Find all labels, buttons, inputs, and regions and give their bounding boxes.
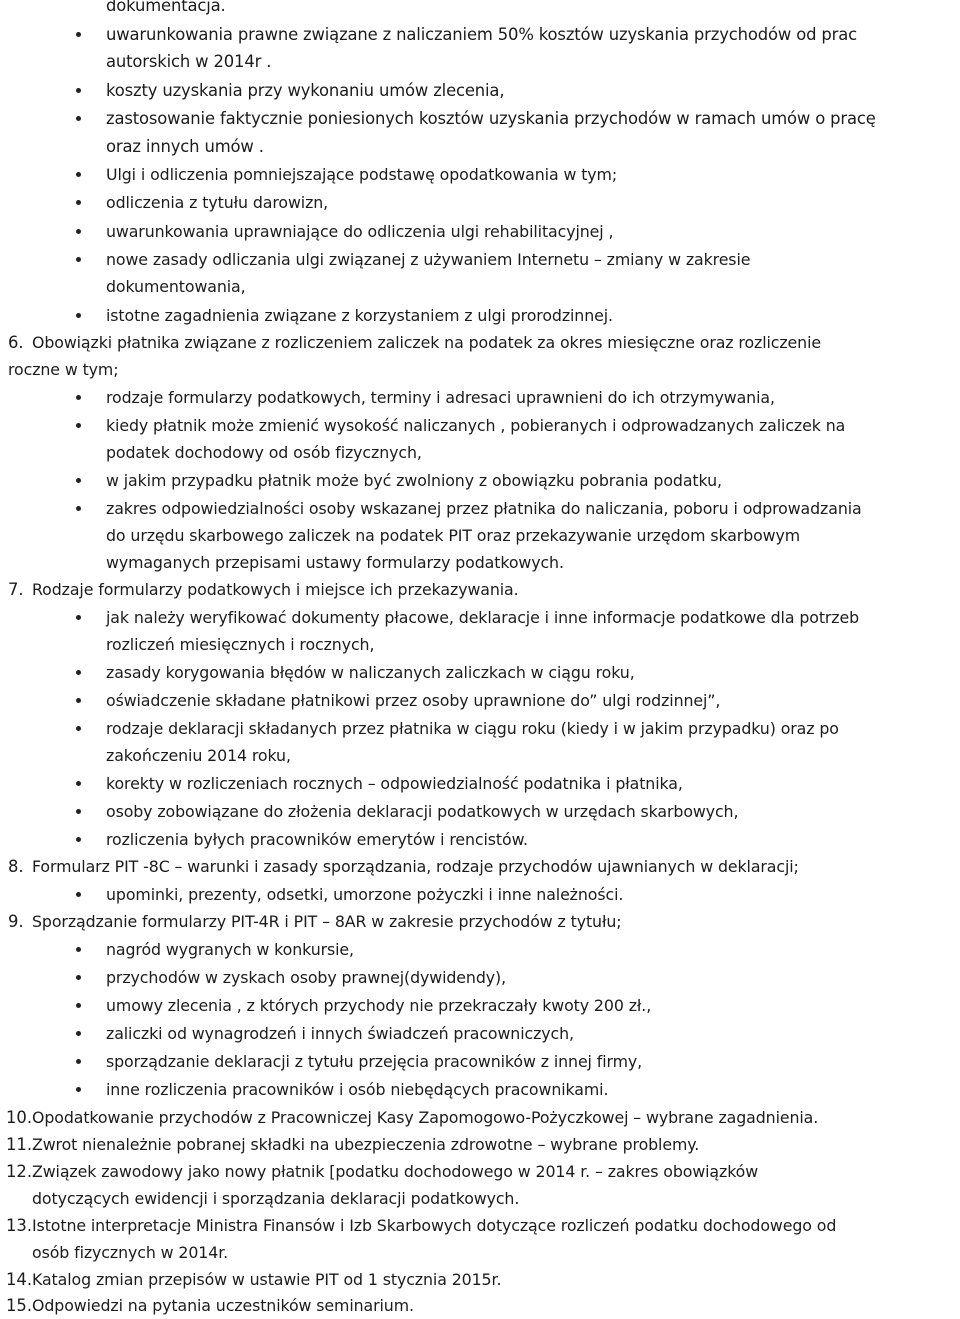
list-item-text: Katalog zmian przepisów w ustawie PIT od 1 stycznia 2015r.	[32, 1270, 502, 1289]
list-item-text: zaliczki od wynagrodzeń i innych świadczeń pracowniczych,	[106, 1024, 574, 1043]
bullet-icon	[76, 1059, 81, 1064]
bullet-icon	[76, 257, 81, 262]
list-number: 14.	[6, 1270, 33, 1289]
list-item-text: korekty w rozliczeniach rocznych – odpowiedzialność podatnika i płatnika,	[106, 774, 683, 793]
list-item-text: osoby zobowiązane do złożenia deklaracji podatkowych w urzędach skarbowych,	[106, 802, 739, 821]
list-item-text: zakończeniu 2014 roku,	[106, 746, 291, 765]
bullet-icon	[76, 1031, 81, 1036]
list-item-text: nowe zasady odliczania ulgi związanej z używaniem Internetu – zmiany w zakresie	[106, 250, 751, 269]
list-item-text: zasady korygowania błędów w naliczanych zaliczkach w ciągu roku,	[106, 663, 635, 682]
bullet-icon	[76, 698, 81, 703]
bullet-icon	[76, 837, 81, 842]
list-item-text: Odpowiedzi na pytania uczestników seminarium.	[32, 1296, 414, 1315]
list-number: 13.	[6, 1216, 33, 1235]
bullet-icon	[76, 88, 81, 93]
bullet-icon	[76, 172, 81, 177]
list-item-text: upominki, prezenty, odsetki, umorzone pożyczki i inne należności.	[106, 885, 624, 904]
list-item-text: istotne zagadnienia związane z korzystaniem z ulgi prorodzinnej.	[106, 306, 613, 325]
list-item-text: rozliczenia byłych pracowników emerytów i rencistów.	[106, 830, 528, 849]
list-item-text: w jakim przypadku płatnik może być zwolniony z obowiązku pobrania podatku,	[106, 471, 722, 490]
list-number: 12.	[6, 1162, 33, 1181]
list-item-text: Sporządzanie formularzy PIT-4R i PIT – 8AR w zakresie przychodów z tytułu;	[32, 912, 622, 931]
bullet-icon	[76, 975, 81, 980]
bullet-icon	[76, 200, 81, 205]
list-item-text: oświadczenie składane płatnikowi przez osoby uprawnione do” ulgi rodzinnej”,	[106, 691, 721, 710]
list-item-text: dokumentowania,	[106, 277, 246, 296]
list-item-text: roczne w tym;	[8, 360, 119, 379]
list-number: 11.	[6, 1135, 33, 1154]
bullet-icon	[76, 423, 81, 428]
bullet-icon	[76, 726, 81, 731]
list-item-text: dokumentacja.	[106, 0, 226, 15]
bullet-icon	[76, 615, 81, 620]
list-item-text: przychodów w zyskach osoby prawnej(dywidendy),	[106, 968, 507, 987]
bullet-icon	[76, 670, 81, 675]
list-item-text: Rodzaje formularzy podatkowych i miejsce ich przekazywania.	[32, 580, 519, 599]
bullet-icon	[76, 116, 81, 121]
bullet-icon	[76, 506, 81, 511]
bullet-icon	[76, 313, 81, 318]
list-item-text: Formularz PIT -8C – warunki i zasady sporządzania, rodzaje przychodów ujawnianych w deklaracji;	[32, 857, 799, 876]
list-item-text: zastosowanie faktycznie poniesionych kosztów uzyskania przychodów w ramach umów o pracę	[106, 109, 876, 128]
list-number: 15.	[6, 1296, 33, 1315]
list-item-text: dotyczących ewidencji i sporządzania deklaracji podatkowych.	[32, 1189, 520, 1208]
list-number: 10.	[6, 1108, 33, 1127]
list-item-text: Obowiązki płatnika związane z rozliczeniem zaliczek na podatek za okres miesięczne oraz rozliczenie	[32, 333, 822, 352]
list-item-text: Opodatkowanie przychodów z Pracowniczej Kasy Zapomogowo-Pożyczkowej – wybrane zagadnienia.	[32, 1108, 819, 1127]
list-item-text: kiedy płatnik może zmienić wysokość naliczanych , pobieranych i odprowadzanych zaliczek na	[106, 416, 846, 435]
list-item-text: oraz innych umów .	[106, 137, 264, 156]
list-number: 7.	[8, 580, 24, 599]
list-item-text: wymaganych przepisami ustawy formularzy podatkowych.	[106, 553, 564, 572]
list-item-text: jak należy weryfikować dokumenty płacowe, deklaracje i inne informacje podatkowe dla potrzeb	[106, 608, 860, 627]
bullet-icon	[76, 1003, 81, 1008]
list-item-text: autorskich w 2014r .	[106, 52, 272, 71]
bullet-icon	[76, 781, 81, 786]
list-number: 6.	[8, 333, 24, 352]
bullet-icon	[76, 229, 81, 234]
bullet-icon	[76, 809, 81, 814]
list-item-text: koszty uzyskania przy wykonaniu umów zlecenia,	[106, 81, 505, 100]
list-item-text: do urzędu skarbowego zaliczek na podatek PIT oraz przekazywanie urzędom skarbowym	[106, 526, 801, 545]
list-item-text: umowy zlecenia , z których przychody nie przekraczały kwoty 200 zł.,	[106, 996, 652, 1015]
list-number: 8.	[8, 857, 24, 876]
bullet-icon	[76, 1087, 81, 1092]
list-item-text: osób fizycznych w 2014r.	[32, 1243, 229, 1262]
bullet-icon	[76, 395, 81, 400]
bullet-icon	[76, 32, 81, 37]
bullet-icon	[76, 478, 81, 483]
list-item-text: rodzaje formularzy podatkowych, terminy i adresaci uprawnieni do ich otrzymywania,	[106, 388, 775, 407]
list-item-text: odliczenia z tytułu darowizn,	[106, 193, 329, 212]
list-item-text: sporządzanie deklaracji z tytułu przejęcia pracowników z innej firmy,	[106, 1052, 643, 1071]
bullet-icon	[76, 892, 81, 897]
list-item-text: Zwrot nienależnie pobranej składki na ubezpieczenia zdrowotne – wybrane problemy.	[32, 1135, 700, 1154]
list-item-text: Ulgi i odliczenia pomniejszające podstawę opodatkowania w tym;	[106, 165, 618, 184]
list-item-text: inne rozliczenia pracowników i osób niebędących pracownikami.	[106, 1080, 609, 1099]
list-number: 9.	[8, 912, 24, 931]
bullet-icon	[76, 947, 81, 952]
list-item-text: Istotne interpretacje Ministra Finansów i Izb Skarbowych dotyczące rozliczeń podatku dochodowego od	[32, 1216, 837, 1235]
list-item-text: zakres odpowiedzialności osoby wskazanej przez płatnika do naliczania, poboru i odprowadzania	[106, 499, 862, 518]
list-item-text: rozliczeń miesięcznych i rocznych,	[106, 635, 375, 654]
list-item-text: podatek dochodowy od osób fizycznych,	[106, 443, 422, 462]
list-item-text: rodzaje deklaracji składanych przez płatnika w ciągu roku (kiedy i w jakim przypadku) oraz po	[106, 719, 839, 738]
list-item-text: uwarunkowania uprawniające do odliczenia ulgi rehabilitacyjnej ,	[106, 222, 614, 241]
list-item-text: nagród wygranych w konkursie,	[106, 940, 354, 959]
list-item-text: uwarunkowania prawne związane z naliczaniem 50% kosztów uzyskania przychodów od prac	[106, 25, 857, 44]
list-item-text: Związek zawodowy jako nowy płatnik [podatku dochodowego w 2014 r. – zakres obowiązków	[32, 1162, 759, 1181]
